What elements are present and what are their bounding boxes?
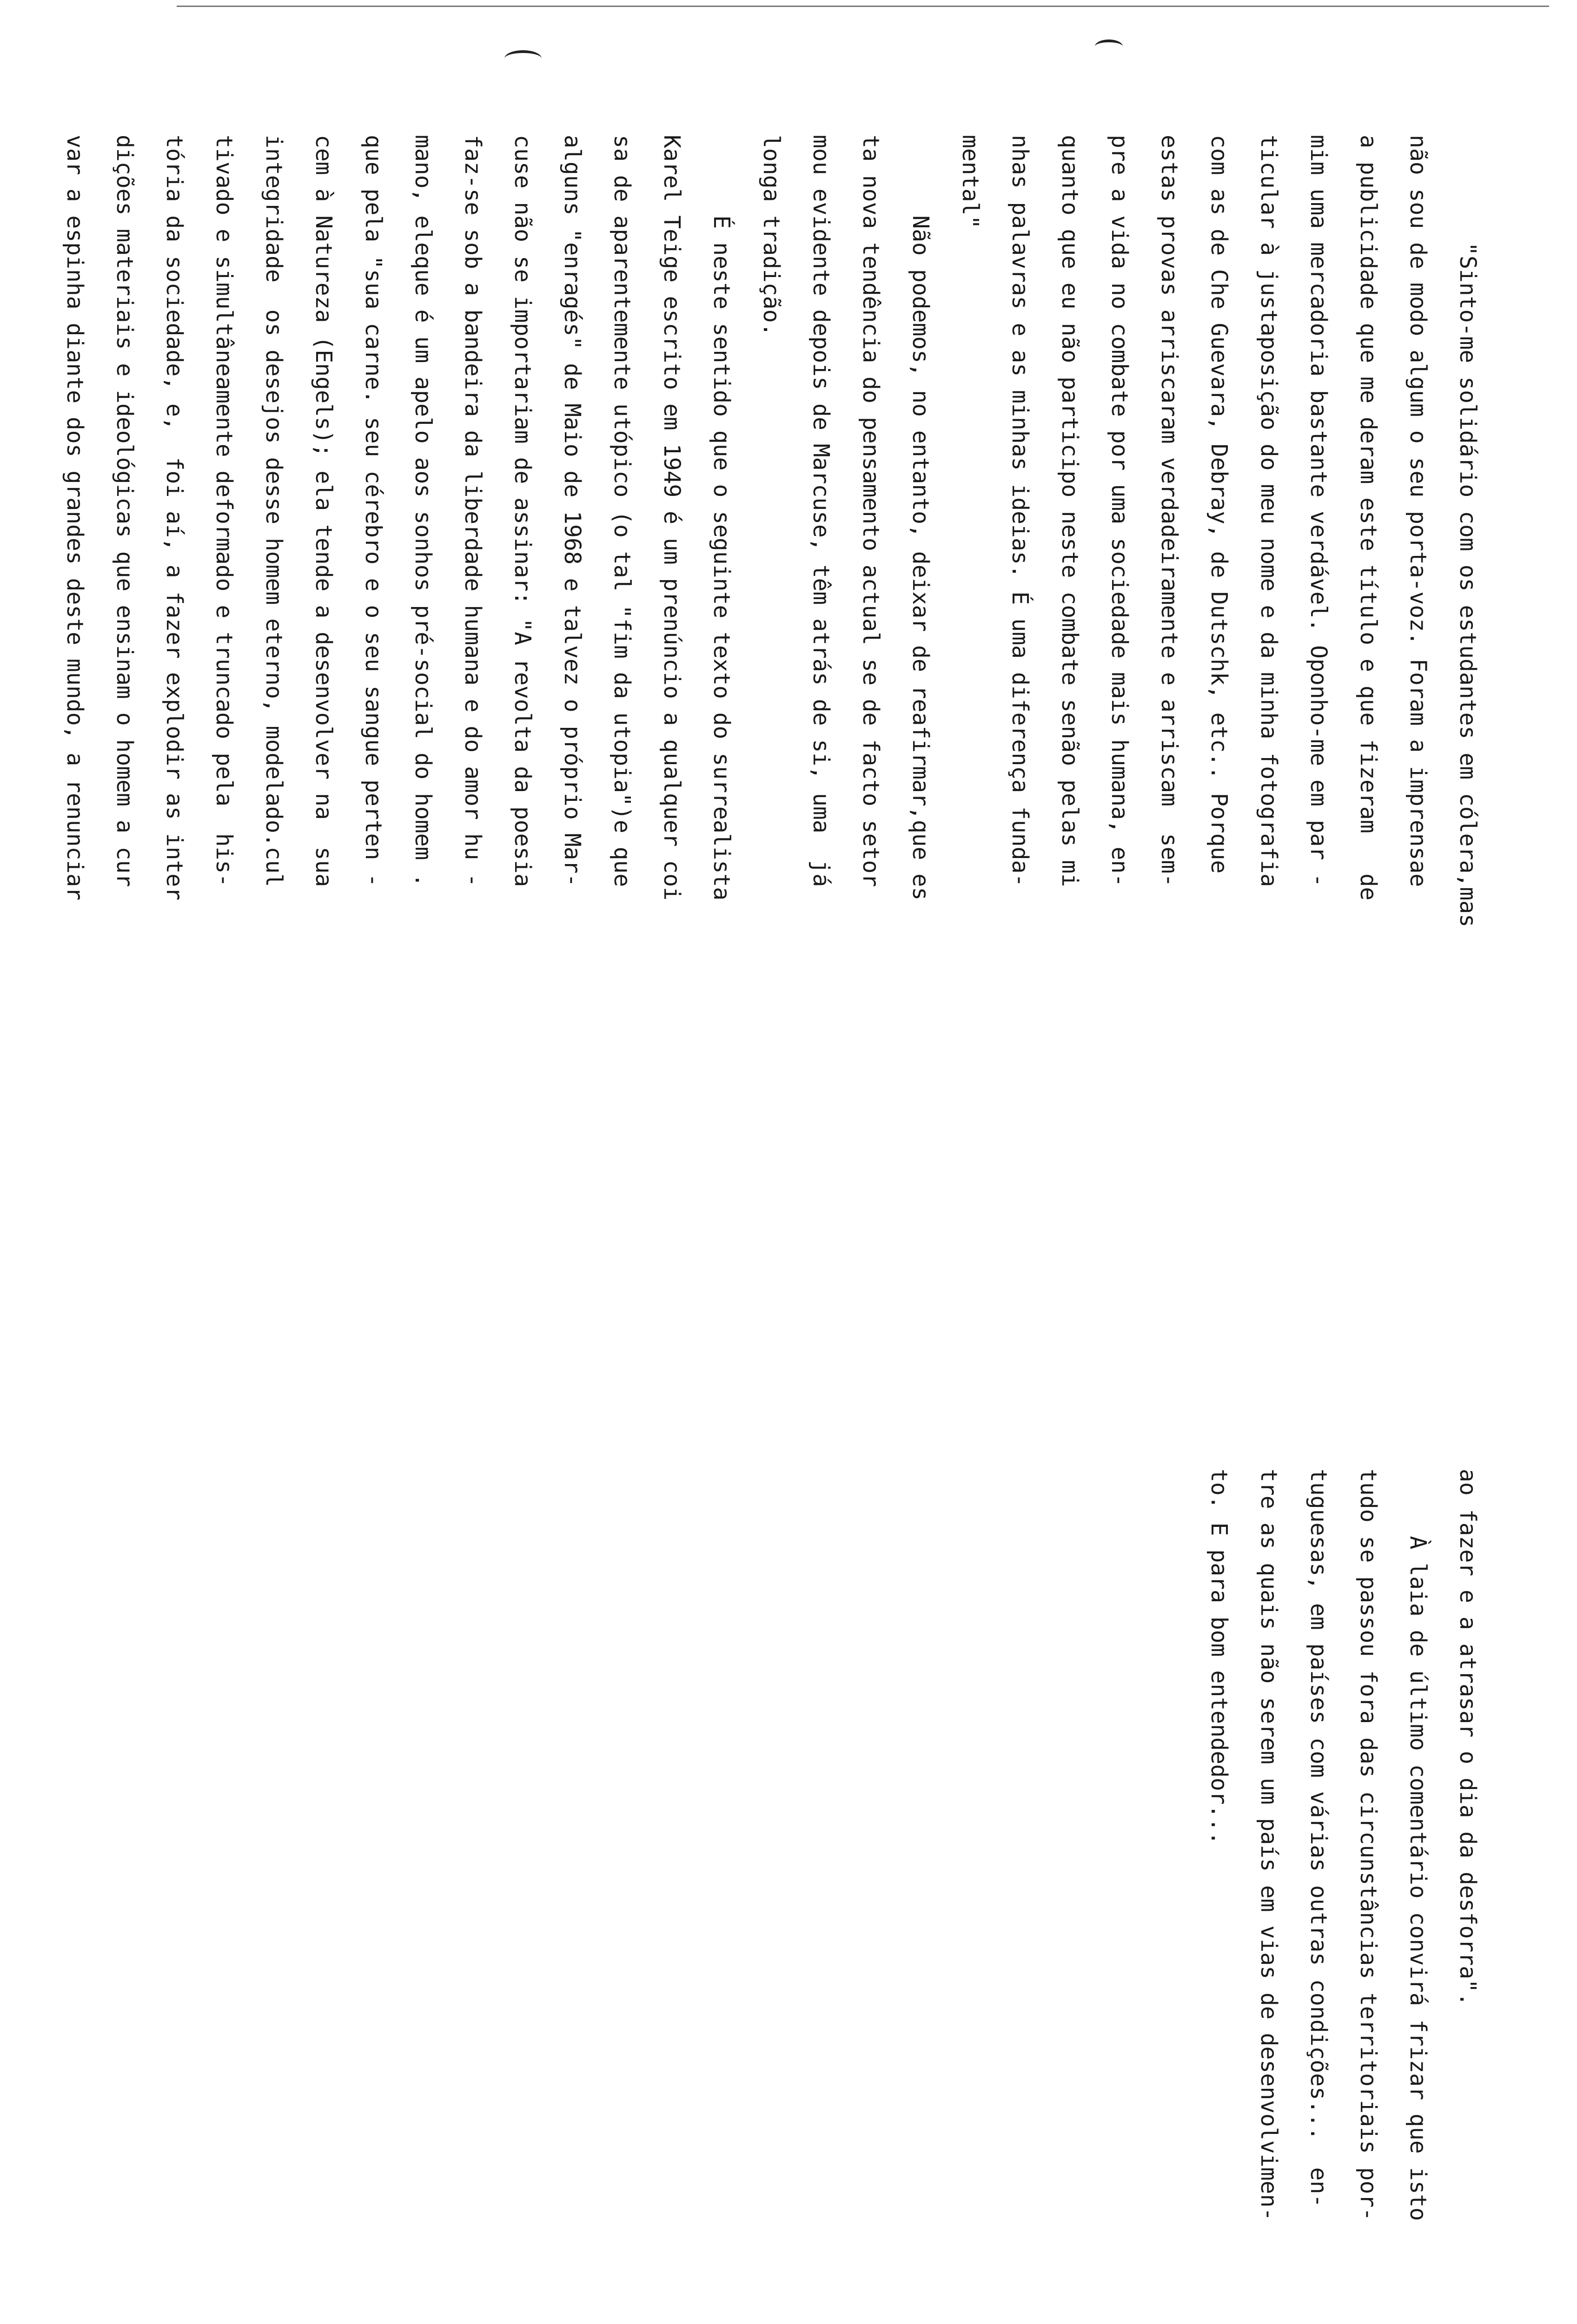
text-line: alguns "enragés" de Maio de 1968 e talvez o próprio Mar- <box>559 135 585 887</box>
scan-edge-top <box>177 6 1549 7</box>
text-line: dições materiais e ideológicas que ensinam o homem a cur <box>112 135 138 887</box>
paragraph <box>50 135 746 1125</box>
text-line: integridade os desejos desse homem eterno, modelado.cul <box>261 135 287 887</box>
text-line: a publicidade que me deram este título e que fizeram de <box>1355 135 1381 901</box>
paragraph <box>746 135 945 1125</box>
text-line: "Sinto-me solidário com os estudantes em cólera,mas <box>1455 135 1481 928</box>
text-line: cuse não se importariam de assinar: "A revolta da poesia <box>510 135 536 887</box>
text-line: que pela "sua carne. seu cérebro e o seu sangue perten - <box>360 135 386 887</box>
continuation-text-column <box>1194 1469 1492 2296</box>
paragraph <box>945 135 1492 1125</box>
text-line: quanto que eu não participo neste combate senão pelas mi <box>1057 135 1083 887</box>
scan-artifact-mark <box>504 50 542 67</box>
text-line: tuguesas, em países com várias outras condições... en- <box>1305 1469 1332 2208</box>
text-line: var a espinha diante dos grandes deste mundo, a renunciar <box>62 135 88 901</box>
text-line: Não podemos, no entanto, deixar de reafirmar,que es <box>908 135 934 901</box>
text-line: tivado e simultâneamente deformado e truncado pela his- <box>211 135 237 887</box>
rotated-document-page <box>62 135 1492 2273</box>
text-line: tudo se passou fora das circunstâncias territoriais por- <box>1355 1469 1381 2221</box>
text-line: mou evidente depois de Marcuse, têm atrás de si, uma já <box>808 135 834 887</box>
text-line: mim uma mercadoria bastante verdável. Oponho-me em par - <box>1305 135 1332 887</box>
text-line: tória da sociedade, e, foi aí, a fazer explodir as inter <box>161 135 187 901</box>
text-line: ao fazer e a atrasar o dia da desforra". <box>1455 1469 1481 2006</box>
text-line: ta nova tendência do pensamento actual se de facto setor <box>858 135 884 887</box>
text-line: Karel Teige escrito em 1949 é um prenúncio a qualquer coi <box>659 135 685 901</box>
text-line: É neste sentido que o seguinte texto do surrealista <box>709 135 735 901</box>
text-line: cem à Natureza (Engels); ela tende a desenvolver na sua <box>311 135 337 887</box>
text-line: com as de Che Guevara, Debray, de Dutschk, etc.. Porque <box>1206 135 1232 874</box>
text-line: sa de aparentemente utópico (o tal "fim da utopia")e que <box>609 135 635 887</box>
text-line: mental" <box>957 135 983 229</box>
text-line: longa tradição. <box>758 135 784 337</box>
text-line: nhas palavras e as minhas ideias. É uma diferença funda- <box>1007 135 1033 887</box>
text-line: ticular à justaposição do meu nome e da minha fotografia <box>1256 135 1282 887</box>
paragraph <box>1194 1469 1443 2296</box>
main-text-column <box>50 135 1492 1125</box>
text-line: estas provas arriscaram verdadeiramente e arriscam sem- <box>1156 135 1182 887</box>
text-line: to. E para bom entendedor... <box>1206 1469 1232 1845</box>
text-line: faz-se sob a bandeira da liberdade humana e do amor hu - <box>460 135 486 887</box>
text-line: À laia de último comentário convirá frizar que isto <box>1405 1469 1431 2221</box>
paragraph <box>1443 1469 1492 2296</box>
text-line: não sou de modo algum o seu porta-voz. Foram a imprensae <box>1405 135 1431 887</box>
text-line: mano, eleque é um apelo aos sonhos pré-social do homem . <box>410 135 436 887</box>
scan-artifact-mark <box>1095 40 1123 53</box>
text-line: tre as quais não serem um país em vias de desenvolvimen- <box>1256 1469 1282 2221</box>
text-line: pre a vida no combate por uma sociedade mais humana, en- <box>1107 135 1133 887</box>
